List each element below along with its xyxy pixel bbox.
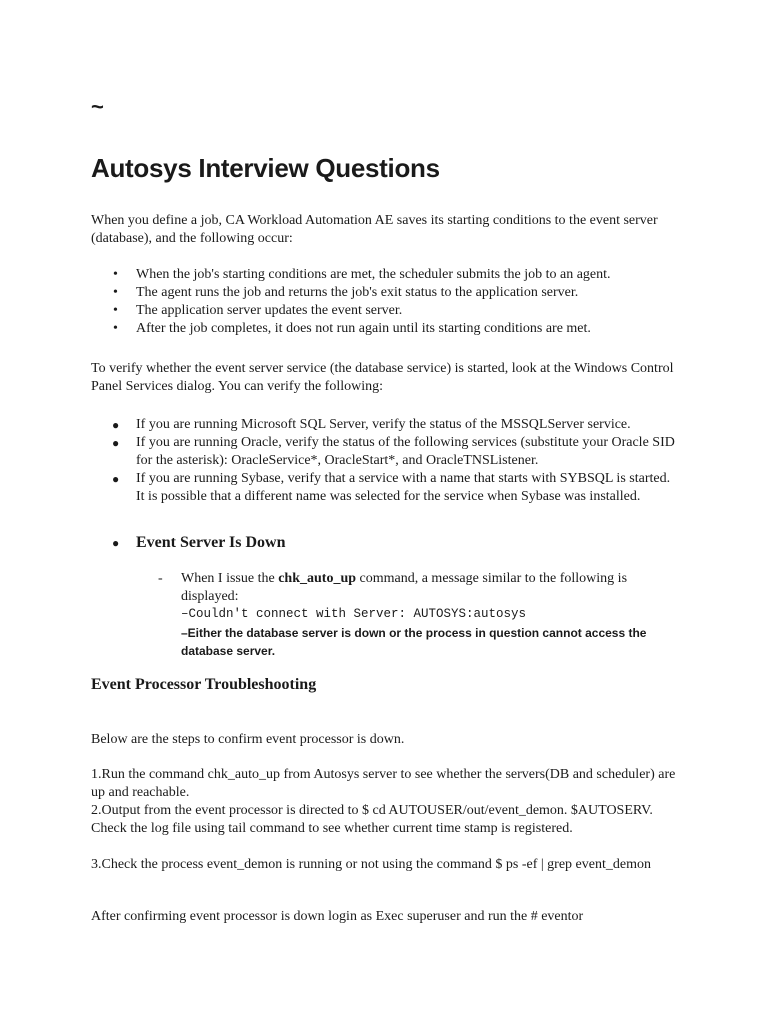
bullet-icon: • (113, 285, 118, 300)
processor-intro: Below are the steps to confirm event processor is down. (91, 732, 405, 747)
bullet-icon: • (113, 267, 118, 282)
list-item-text: The application server updates the event server. (136, 303, 403, 318)
list-item (91, 266, 681, 284)
detail-text-after: command, a message similar to the following is displayed: (181, 571, 628, 604)
intro-paragraph: When you define a job, CA Workload Automation AE saves its starting conditions to the event server (database), and the following occur: (91, 213, 658, 246)
bullet-icon: • (113, 303, 118, 318)
dash-marker: - (158, 571, 163, 586)
verify-paragraph: To verify whether the event server service (the database service) is started, look at the Windows Control Panel Services dialog. You can verify the following: (91, 361, 674, 394)
bullet-icon: ● (112, 436, 120, 450)
list-item (91, 416, 681, 434)
document-title: Autosys Interview Questions (91, 153, 440, 183)
list-item (91, 284, 681, 302)
list-item-text: If you are running Oracle, verify the status of the following services (substitute your Oracle SID for the asterisk): OracleService*, OracleStart*, and OracleTNSListener. (136, 435, 675, 468)
list-item-text: When the job's starting conditions are met, the scheduler submits the job to an agent. (136, 267, 611, 282)
list-item-text: The agent runs the job and returns the job's exit status to the application server. (136, 285, 579, 300)
occur-list (91, 266, 681, 338)
processor-step-3: 3.Check the process event_demon is running or not using the command $ ps -ef | grep event_demon (91, 857, 651, 872)
heading-text: Event Server Is Down (136, 534, 286, 551)
processor-closing: After confirming event processor is down login as Exec superuser and run the # eventor (91, 909, 584, 924)
processor-step-2: 2.Output from the event processor is directed to $ cd AUTOUSER/out/event_demon. $AUTOSERV. Check the log file using tail command to see whether current time stamp is registered. (91, 803, 653, 836)
bullet-icon: ● (112, 536, 120, 550)
detail-body (181, 570, 681, 660)
list-item (91, 434, 681, 470)
list-item (91, 302, 681, 320)
processor-step-1: 1.Run the command chk_auto_up from Autosys server to see whether the servers(DB and scheduler) are up and reachable. (91, 767, 676, 800)
detail-sentence (181, 570, 681, 606)
verify-list (91, 416, 681, 506)
error-message-code: –Couldn't connect with Server: AUTOSYS:autosys (181, 607, 527, 621)
list-item (91, 470, 681, 506)
detail-text-before: When I issue the (181, 571, 279, 586)
bullet-icon: ● (112, 472, 120, 486)
error-explanation: –Either the database server is down or the process in question cannot access the database server. (181, 626, 647, 658)
bullet-icon: ● (112, 418, 120, 432)
section-title: Event Processor Troubleshooting (91, 676, 317, 693)
list-item (91, 320, 681, 338)
list-item-text: If you are running Sybase, verify that a service with a name that starts with SYBSQL is started. It is possible that a different name was selected for the service when Sybase was installed. (136, 471, 671, 504)
list-item-text: If you are running Microsoft SQL Server, verify the status of the MSSQLServer service. (136, 417, 631, 432)
list-item-text: After the job completes, it does not run again until its starting conditions are met. (136, 321, 591, 336)
command-name: chk_auto_up (278, 571, 357, 586)
tilde-mark: ~ (91, 94, 104, 119)
bullet-icon: • (113, 321, 118, 336)
